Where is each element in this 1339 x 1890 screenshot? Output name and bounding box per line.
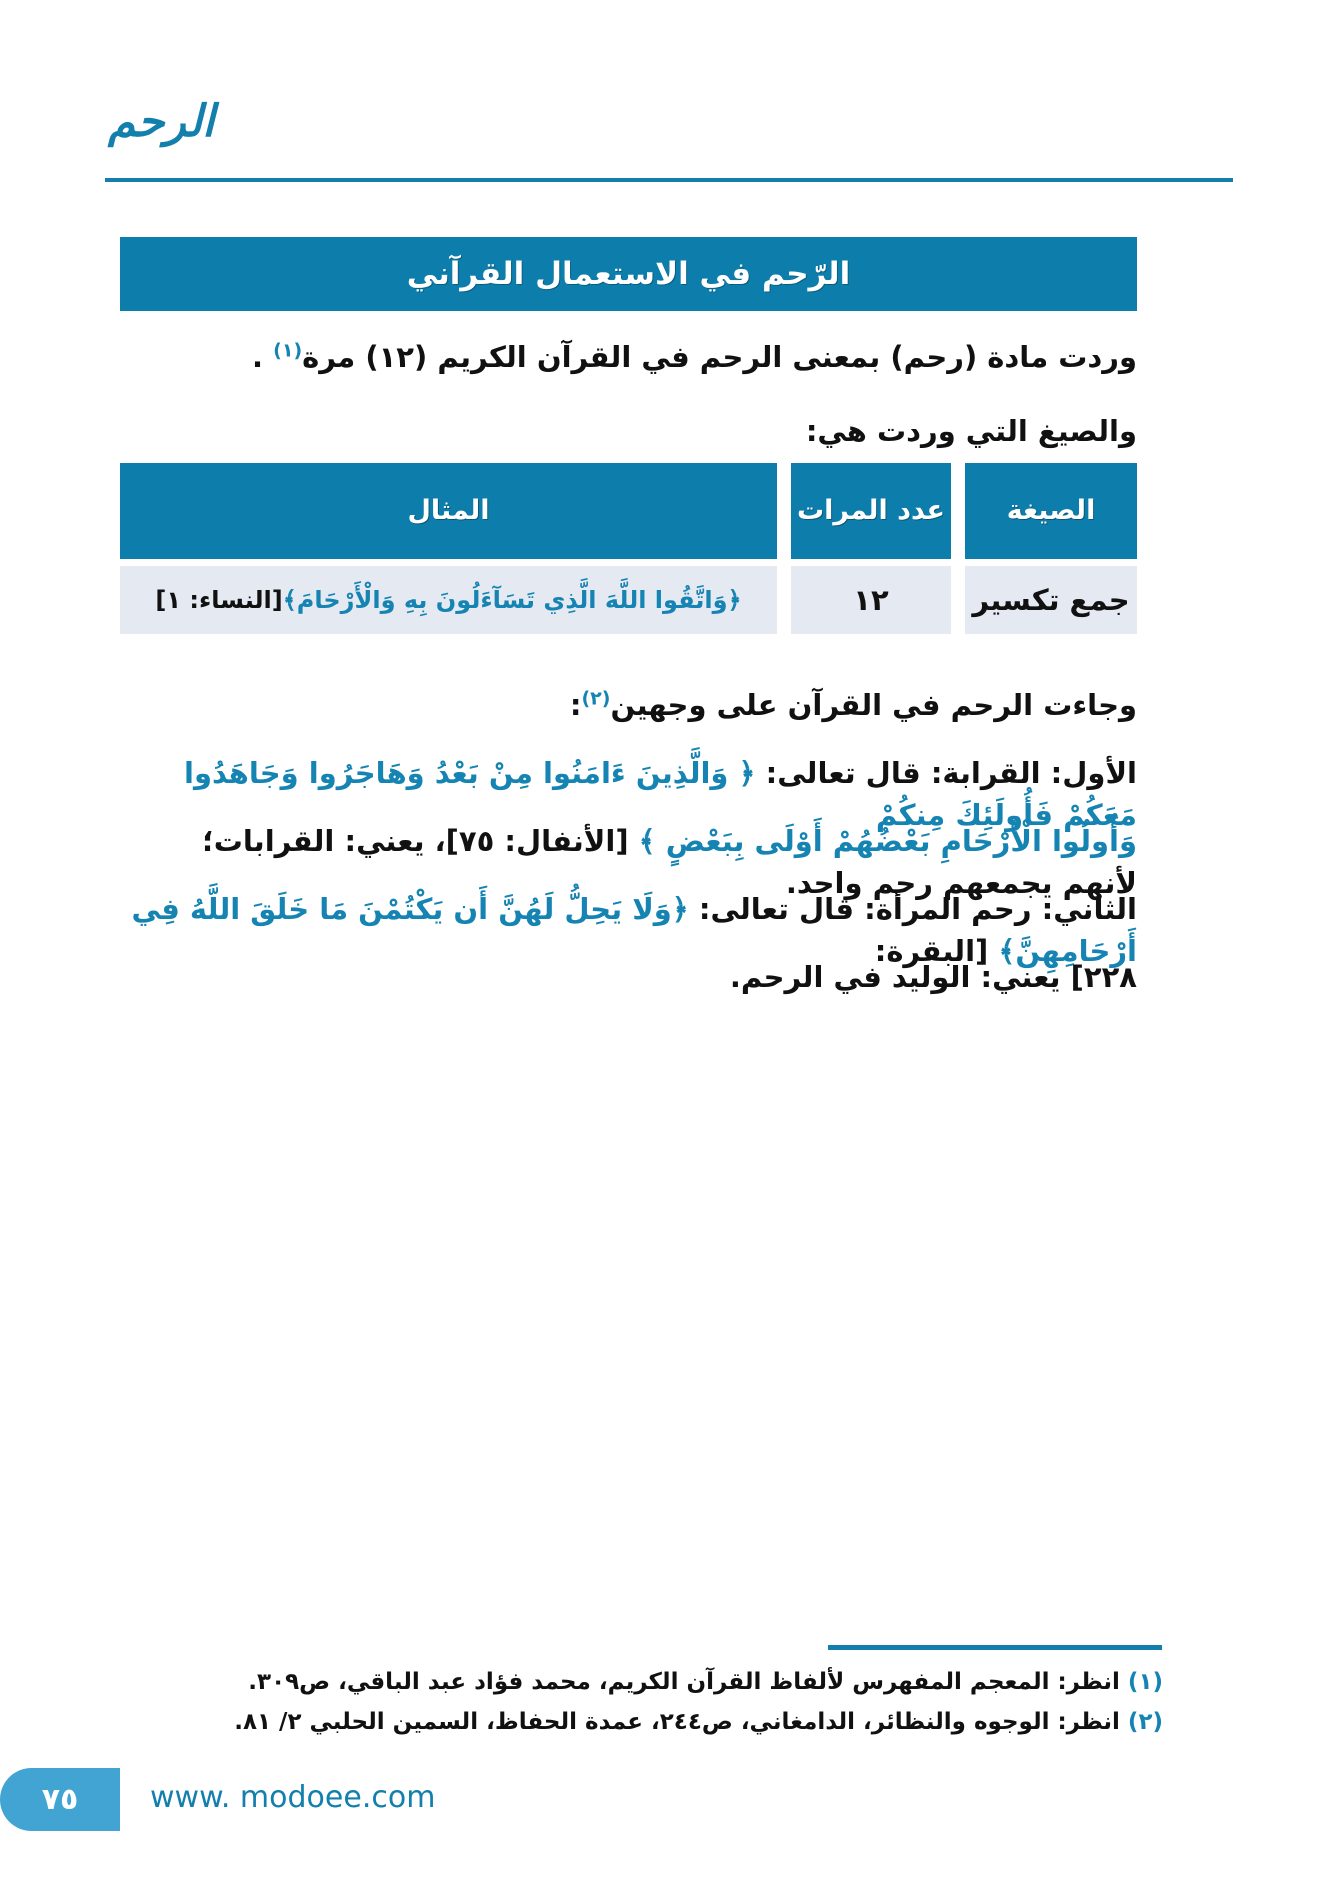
header-cell-count: عدد المرات	[791, 463, 951, 559]
second-sense-verse: ﴿وَلَا يَحِلُّ لَهُنَّ أَن يَكْتُمْنَ مَا خَلَقَ اللَّهُ فِي أَرْحَامِهِنَّ﴾	[131, 892, 1137, 969]
footnote-separator	[828, 1645, 1162, 1650]
senses-intro-text: وجاءت الرحم في القرآن على وجهين	[610, 688, 1137, 722]
senses-intro-end: :	[569, 688, 582, 722]
intro-line-2-text: والصيغ التي وردت هي:	[805, 414, 1137, 448]
page-number-badge	[0, 1768, 120, 1831]
second-sense-line-2	[120, 956, 1339, 998]
footnote-2-text: انظر: الوجوه والنظائر، الدامغاني، ص٢٤٤، عمدة الحفاظ، السمين الحلبي ٢/ ٨١.	[234, 1709, 1128, 1736]
second-sense-ref-open: [البقرة:	[874, 934, 989, 969]
footnote-mark-1: (١)	[273, 339, 303, 362]
table-verse-ref: [النساء: ١]	[155, 586, 283, 614]
second-sense-continuation: ٢٢٨] يعني: الوليد في الرحم.	[729, 960, 1137, 994]
second-sense-label: الثاني: رحم المرأة: قال تعالى:	[688, 892, 1137, 926]
page-number: ٧٥	[41, 1782, 79, 1817]
cell-example	[120, 566, 777, 634]
intro-line-2	[120, 410, 1339, 452]
header-cell-form: الصيغة	[965, 463, 1137, 559]
footnote-mark-2: (٢)	[581, 687, 611, 710]
first-sense-verse-part-1: ﴿ وَالَّذِينَ ءَامَنُوا مِنْ بَعْدُ وَهَاجَرُوا وَجَاهَدُوا مَعَكُمْ فَأُولَئِكَ مِنكُمْ	[184, 756, 1137, 833]
table-row	[120, 566, 1137, 634]
intro-line-1	[120, 336, 1187, 378]
footnote-2-number: (٢)	[1127, 1709, 1163, 1736]
footnotes-block	[150, 1662, 1163, 1743]
table-header-row	[120, 463, 1137, 559]
first-sense-ref-and-meaning: [الأنفال: ٧٥]، يعني: القرابات؛ لأنهم يجمعهم رحم واحد.	[202, 824, 1137, 901]
footnote-1	[150, 1662, 1163, 1702]
intro-line-1-end: .	[252, 340, 274, 374]
chapter-title-calligraphy: الرحم	[108, 96, 215, 147]
footnote-1-text: انظر: المعجم المفهرس لألفاظ القرآن الكريم، محمد فؤاد عبد الباقي، ص٣٠٩.	[248, 1669, 1128, 1695]
first-sense-label: الأول: القرابة: قال تعالى:	[755, 756, 1137, 790]
website-link[interactable]: www. modoee.com	[150, 1780, 436, 1815]
usage-table	[120, 463, 1137, 634]
section-banner	[120, 237, 1137, 311]
senses-intro	[120, 684, 1337, 726]
first-sense-verse-part-2: وَأُولُوا الْأَرْحَامِ بَعْضُهُمْ أَوْلَى بِبَعْضٍ ﴾	[628, 824, 1137, 858]
cell-count: ١٢	[791, 566, 951, 634]
footnote-2	[150, 1702, 1163, 1742]
cell-form: جمع تكسير	[965, 566, 1137, 634]
header-cell-example: المثال	[120, 463, 777, 559]
intro-line-1-text: وردت مادة (رحم) بمعنى الرحم في القرآن الكريم (١٢) مرة	[302, 340, 1137, 374]
header-rule	[105, 178, 1233, 182]
table-verse: ﴿وَاتَّقُوا اللَّهَ الَّذِي تَسَآءَلُونَ بِهِ وَالْأَرْحَامَ﴾	[282, 586, 742, 614]
section-title: الرّحم في الاستعمال القرآني	[406, 256, 851, 292]
footnote-1-number: (١)	[1127, 1669, 1163, 1695]
